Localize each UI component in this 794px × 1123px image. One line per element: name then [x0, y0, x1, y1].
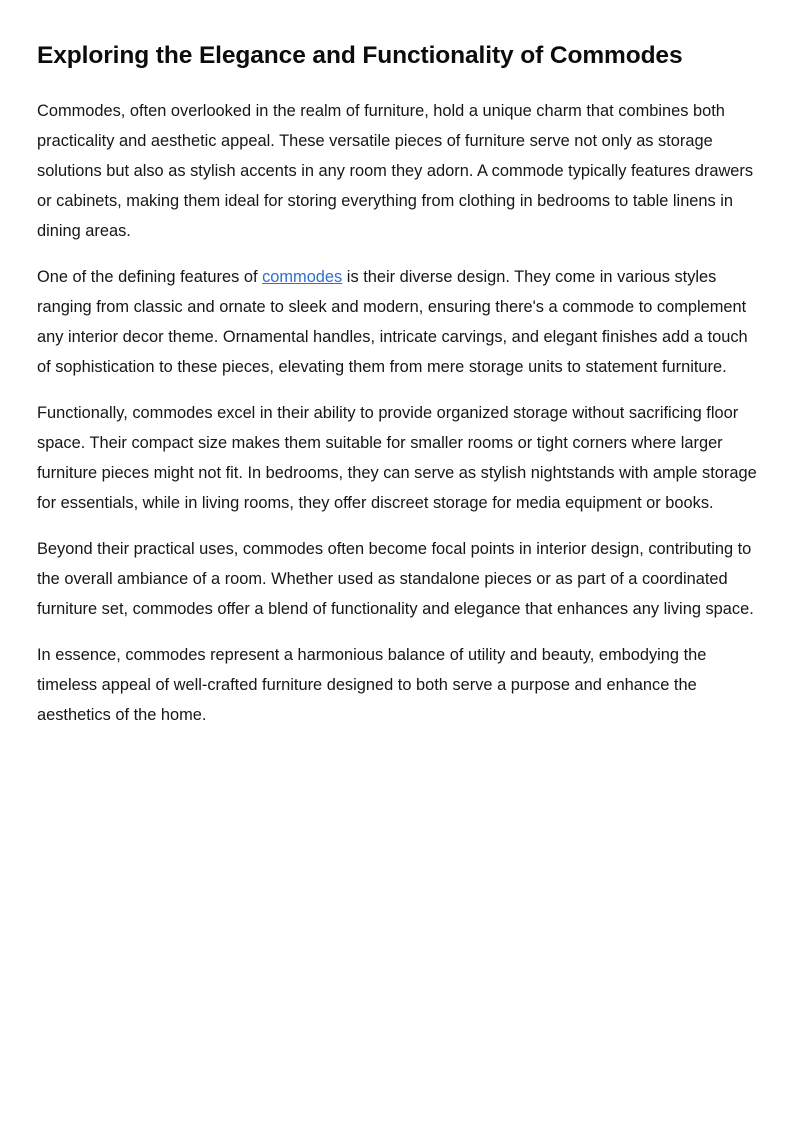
paragraph-function: Functionally, commodes excel in their ability to provide organized storage without sacrificing floor space. Their compact size makes them suitable for smaller rooms or tight corners where larger furniture pieces might not fit. In bedrooms, they can serve as stylish nightstands with ample storage for essentials, while in living rooms, they offer discreet storage for media equipment or books.	[37, 404, 757, 512]
paragraph-design-text-before: One of the defining features of	[37, 268, 263, 286]
page-title: Exploring the Elegance and Functionality of Commodes	[37, 42, 683, 69]
paragraph-design-text-after: is their diverse design. They come in various styles ranging from classic and ornate to sleek and modern, ensuring there's a commode to complement any interior decor theme. Ornamental handles, intricate carvings, and elegant finishes add a touch of sophistication to these pieces, elevating them from mere storage units to statement furniture.	[37, 268, 748, 376]
commodes-link[interactable]: commodes	[262, 268, 343, 286]
paragraph-conclusion: In essence, commodes represent a harmonious balance of utility and beauty, embodying the timeless appeal of well-crafted furniture designed to both serve a purpose and enhance the aesthetics of the home.	[37, 646, 707, 724]
paragraph-focal-points: Beyond their practical uses, commodes often become focal points in interior design, contributing to the overall ambiance of a room. Whether used as standalone pieces or as part of a coordinated furniture set, commodes offer a blend of functionality and elegance that enhances any living space.	[37, 540, 754, 618]
paragraph-intro: Commodes, often overlooked in the realm of furniture, hold a unique charm that combines both practicality and aesthetic appeal. These versatile pieces of furniture serve not only as storage solutions but also as stylish accents in any room they adorn. A commode typically features drawers or cabinets, making them ideal for storing everything from clothing in bedrooms to table linens in dining areas.	[37, 102, 754, 240]
article	[37, 40, 759, 746]
paragraph-design	[37, 262, 759, 382]
